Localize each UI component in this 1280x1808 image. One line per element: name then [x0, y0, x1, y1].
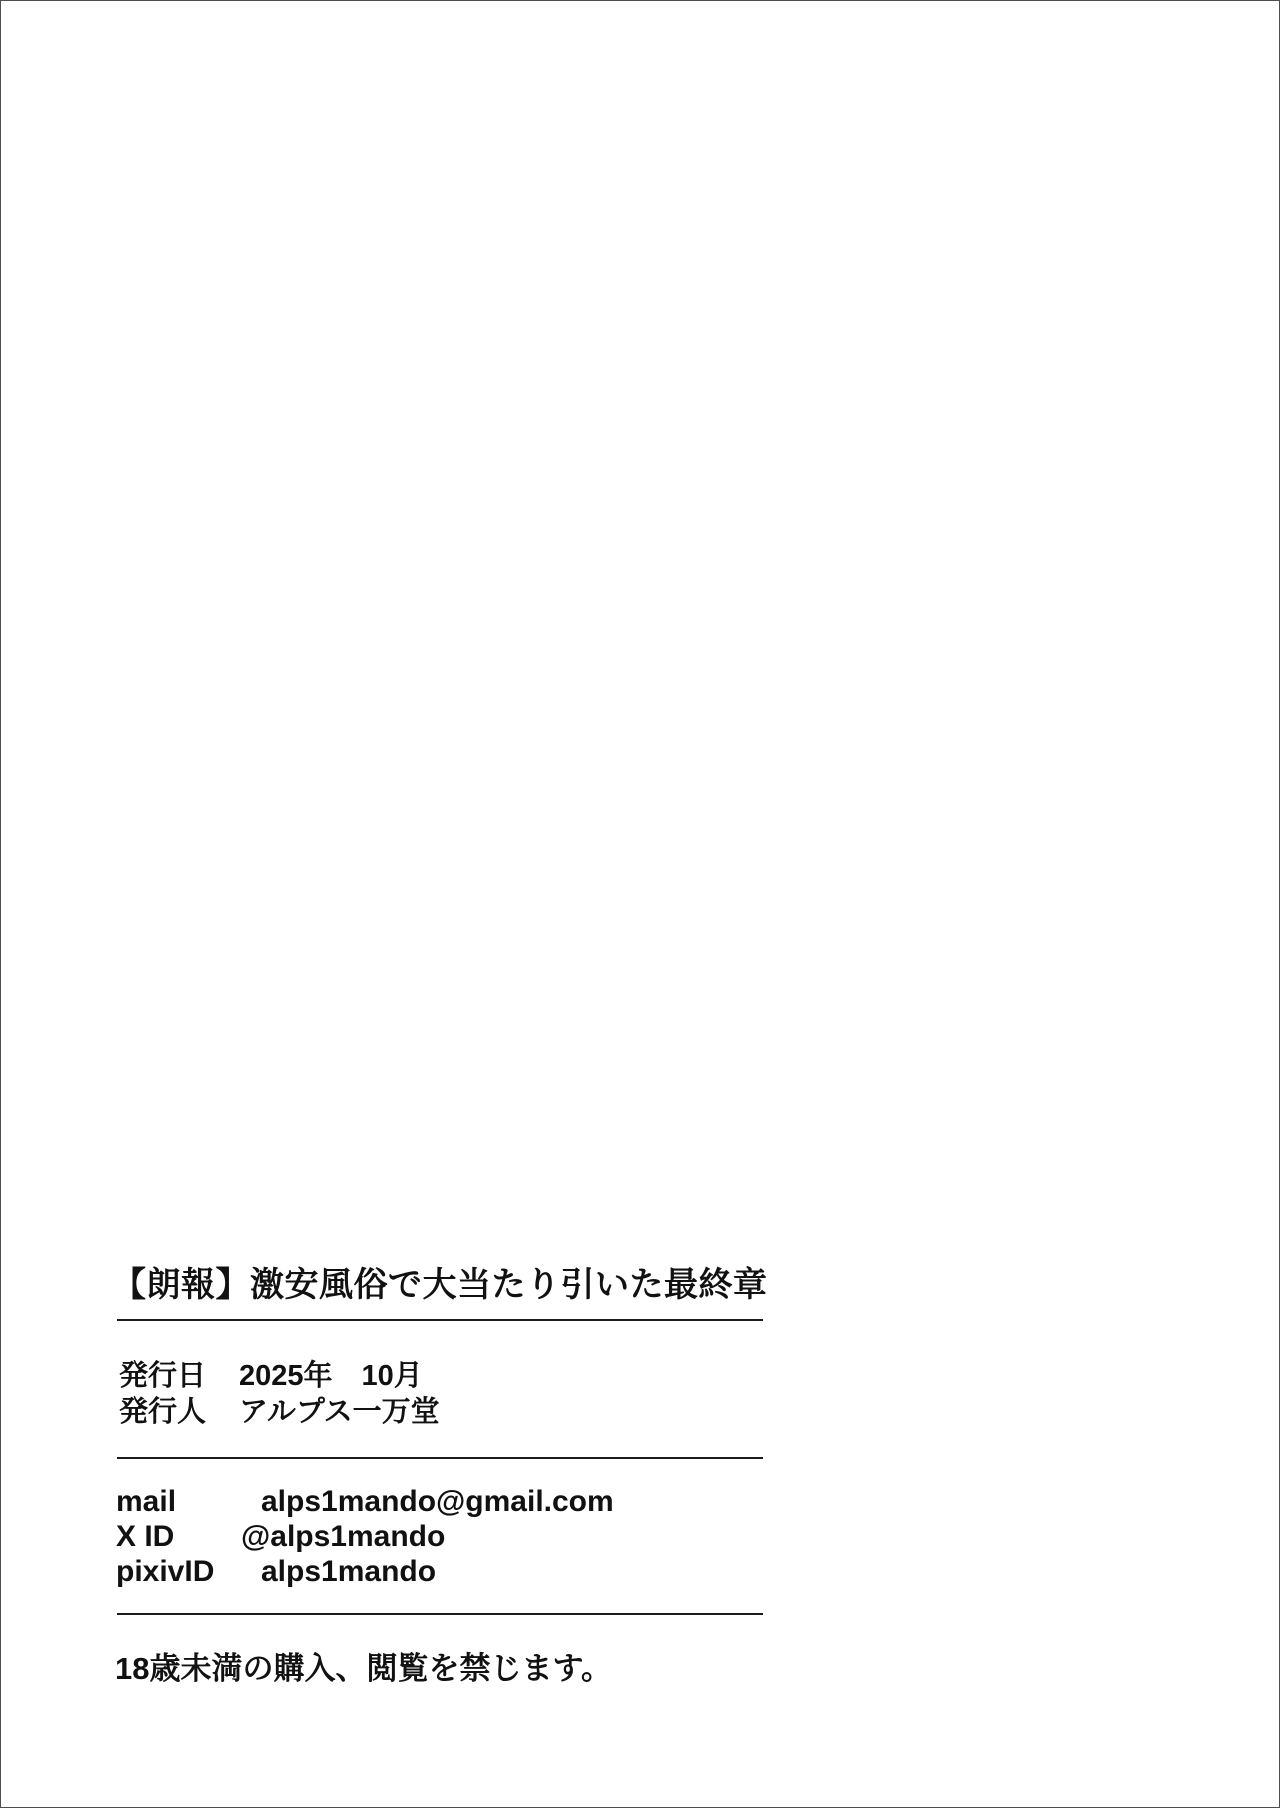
mail-label: mail: [116, 1485, 177, 1518]
publication-date-value: 2025年 10月: [239, 1360, 423, 1392]
contact-row-pixiv-id: [116, 1555, 436, 1589]
x-id-value: @alps1mando: [241, 1520, 446, 1553]
mail-value: alps1mando@gmail.com: [261, 1485, 614, 1518]
contact-row-x-id: [116, 1520, 445, 1554]
book-title: 【朗報】激安風俗で大当たり引いた最終章: [112, 1266, 768, 1304]
age-restriction-notice: 18歳未満の購入、閲覧を禁じます。: [115, 1651, 612, 1686]
contact-row-mail: [116, 1485, 614, 1519]
divider-under-title: [117, 1319, 763, 1321]
publisher-row: [119, 1389, 440, 1430]
pixiv-id-label: pixivID: [116, 1555, 215, 1588]
publication-date-label: 発行日: [119, 1360, 207, 1392]
divider-above-contacts: [117, 1457, 763, 1459]
publisher-value: アルプス一万堂: [239, 1396, 440, 1428]
pixiv-id-value: alps1mando: [261, 1555, 437, 1588]
x-id-label: X ID: [116, 1520, 175, 1553]
publication-date-row: [119, 1353, 423, 1394]
divider-above-notice: [117, 1613, 763, 1615]
publisher-label: 発行人: [119, 1396, 207, 1428]
